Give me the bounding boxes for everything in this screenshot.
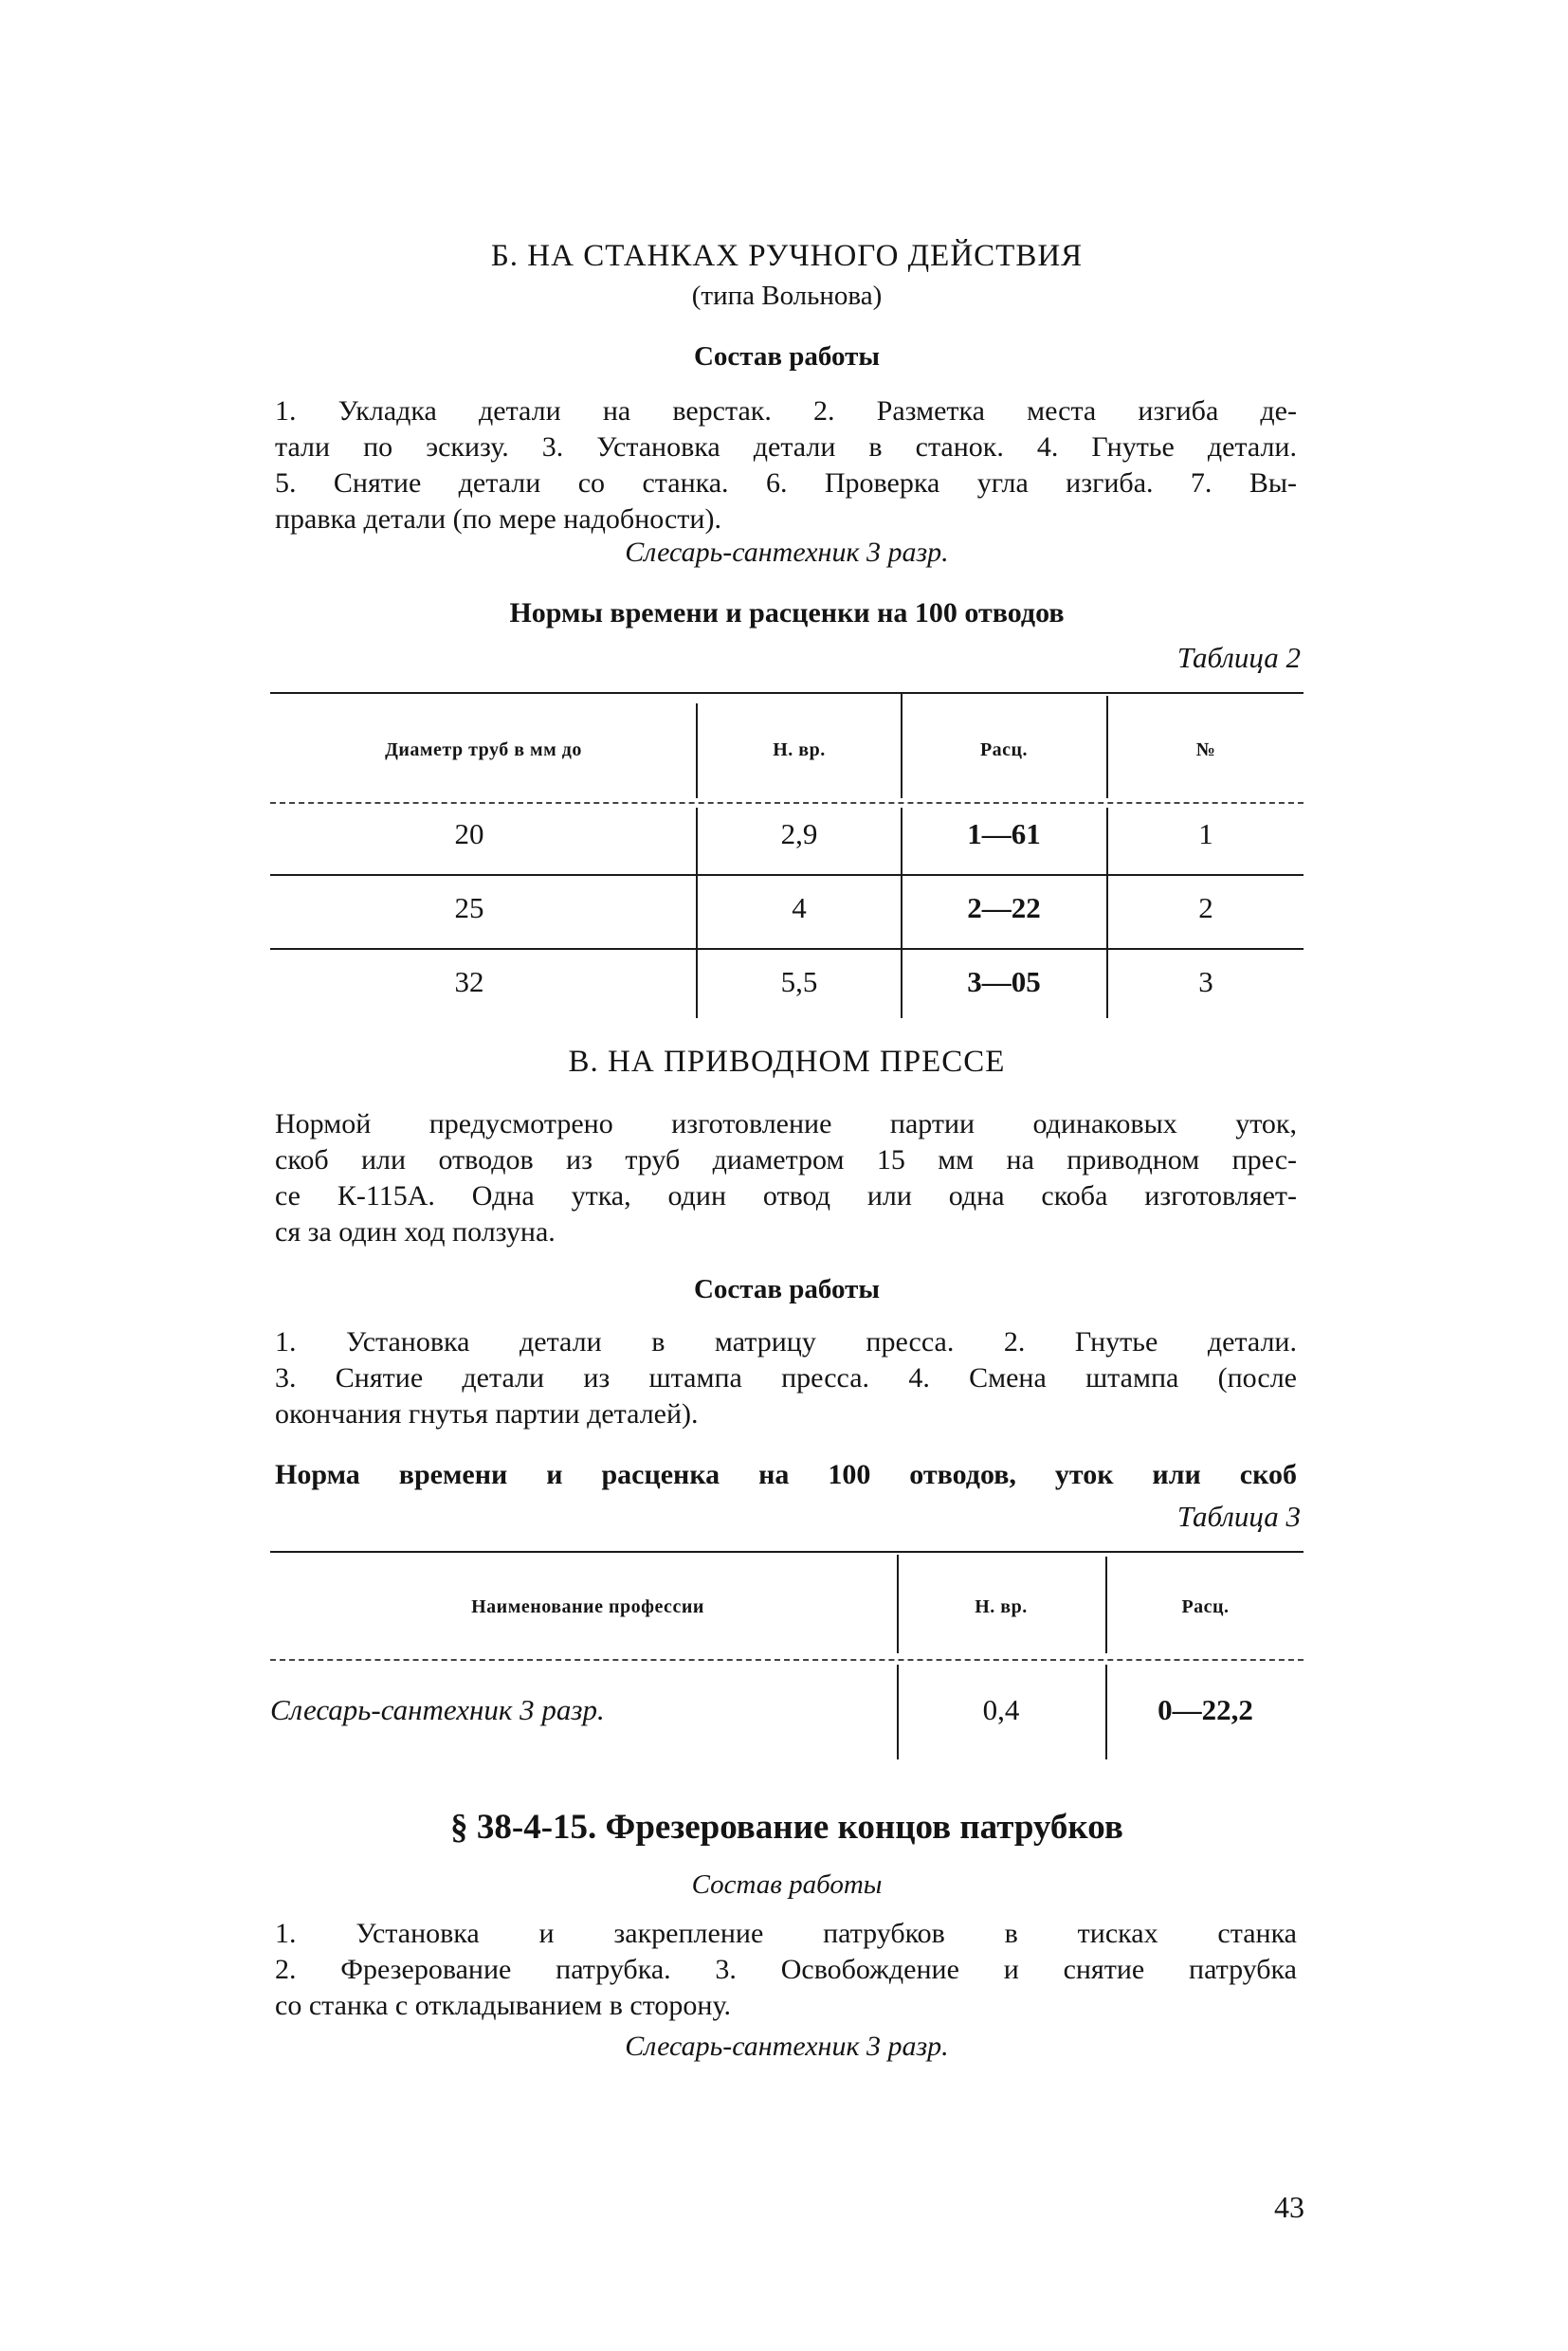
section-b-worker: Слесарь-сантехник 3 разр. <box>625 537 949 568</box>
table-cell: 20 <box>454 817 484 850</box>
text-line: 1. Установка детали в матрицу пресса. 2. Гнутье детали. <box>275 1326 1297 1358</box>
table-cell: 2,9 <box>780 817 818 850</box>
section-38-worker: Слесарь-сантехник 3 разр. <box>625 2031 949 2062</box>
table-cell: 2—22 <box>967 891 1041 924</box>
section-b-norms-title: Нормы времени и расценки на 100 отводов <box>509 597 1065 629</box>
section-b-subheading: (типа Вольнова) <box>691 281 883 311</box>
table-cell: 32 <box>454 965 484 998</box>
table-cell: Слесарь-сантехник 3 разр. <box>270 1693 605 1726</box>
text-line: Нормой предусмотрено изготовление партии одинаковых уток, <box>275 1108 1297 1139</box>
text-line: скоб или отводов из труб диаметром 15 мм на приводном прес- <box>275 1144 1297 1176</box>
table-2-label: Таблица 2 <box>1176 641 1301 674</box>
table-cell: 1—61 <box>967 817 1041 850</box>
text-line: окончания гнутья партии деталей). <box>275 1398 699 1430</box>
table-cell: 4 <box>792 891 807 924</box>
table-cell: 5,5 <box>780 965 818 998</box>
table-cell: 2 <box>1198 891 1213 924</box>
table-2-header-number: № <box>1195 739 1216 760</box>
table-3-label: Таблица 3 <box>1176 1500 1301 1533</box>
table-2-header-rate: Расц. <box>979 739 1029 760</box>
table-cell: 1 <box>1198 817 1213 850</box>
table-rule <box>270 874 1304 876</box>
text-line: тали по эскизу. 3. Установка детали в станок. 4. Гнутье детали. <box>275 431 1297 463</box>
table-2-header-norm: Н. вр. <box>773 739 826 760</box>
table-cell: 3 <box>1198 965 1213 998</box>
text-line: 2. Фрезерование патрубка. 3. Освобождение и снятие патрубка <box>275 1954 1297 1985</box>
table-3-header-rate: Расц. <box>1181 1596 1230 1617</box>
table-rule <box>270 1659 1304 1661</box>
table-cell: 0,4 <box>982 1693 1020 1726</box>
table-cell: 25 <box>454 891 484 924</box>
text-line: 1. Укладка детали на верстак. 2. Разметка места изгиба де- <box>275 395 1297 427</box>
section-b-heading: Б. НА СТАНКАХ РУЧНОГО ДЕЙСТВИЯ <box>490 239 1084 273</box>
table-cell: 3—05 <box>967 965 1041 998</box>
page-number: 43 <box>1274 2190 1304 2224</box>
section-v-norms-title: Норма времени и расценка на 100 отводов, уток или скоб <box>275 1459 1297 1490</box>
table-rule <box>270 802 1304 804</box>
text-line: со станка с откладыванием в сторону. <box>275 1990 731 2021</box>
table-2-header-diameter: Диаметр труб в мм до <box>385 739 582 760</box>
text-line: се К-115А. Одна утка, один отвод или одна скоба изготовляет- <box>275 1180 1297 1212</box>
table-3-header-norm: Н. вр. <box>975 1596 1028 1617</box>
text-line: 5. Снятие детали со станка. 6. Проверка угла изгиба. 7. Вы- <box>275 467 1297 499</box>
section-v-heading: В. НА ПРИВОДНОМ ПРЕССЕ <box>568 1045 1006 1079</box>
table-rule <box>270 948 1304 950</box>
section-v-work-title: Состав работы <box>693 1274 881 1304</box>
table-rule <box>270 1551 1304 1553</box>
section-b-work-title: Состав работы <box>693 341 881 372</box>
section-38-work-title: Состав работы <box>691 1869 883 1900</box>
table-cell: 0—22,2 <box>1158 1693 1253 1726</box>
text-line: 1. Установка и закрепление патрубков в тисках станка <box>275 1918 1297 1949</box>
text-line: ся за один ход ползуна. <box>275 1216 556 1248</box>
section-38-heading: § 38-4-15. Фрезерование концов патрубков <box>450 1808 1123 1847</box>
text-line: 3. Снятие детали из штампа пресса. 4. Смена штампа (после <box>275 1362 1297 1394</box>
text-line: правка детали (по мере надобности). <box>275 503 721 535</box>
table-3-header-profession: Наименование профессии <box>471 1596 704 1617</box>
table-rule <box>270 692 1304 694</box>
